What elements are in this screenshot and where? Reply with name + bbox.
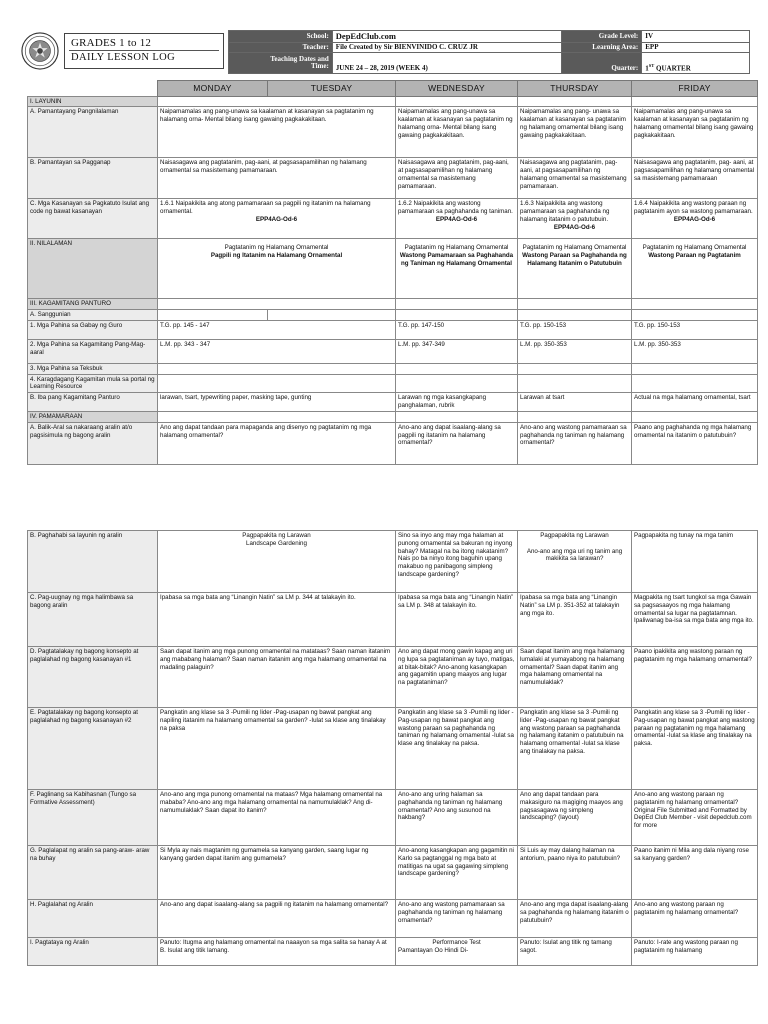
competency-thursday: 1.6.3 Naipakikita ang wastong pamamaraan sa paghahanda ng halamang itatanim o patutubuin. [520, 200, 610, 223]
cell-concept1-wednesday: Ano ang dapat mong gawin kapag ang uri ng lupa sa pagtataniman ay tuyo, matigas, at bitak-bitak? Ano-anong kasangkapan ang gagamitin upang maayos ang lugar na pagtataniman? [396, 647, 518, 708]
cell-application-wednesday: Ano-anong kasangkapan ang gagamitin ni Karlo sa pagtanggal ng mga bato at matitigas na ugat sa gagawing simpleng landscape gardening? [396, 846, 518, 900]
empty-cell [632, 412, 758, 423]
code-friday: EPP4AG-Od-6 [673, 215, 716, 223]
cell-a-friday: Naipamamalas ang pang-unawa sa kaalaman at kasanayan sa pagtatanim ng halamang ornamental bilang isang gawaing pagkakakitaan. [632, 107, 758, 158]
competency-wednesday: 1.6.2 Naipakikita ang wastong pamamaraan sa paghahanda ng taniman. [398, 200, 513, 216]
section-pamamaraan: IV. PAMAMARAAN [28, 412, 158, 423]
section-kagamitan-row [28, 299, 758, 310]
empty-cell [396, 96, 518, 107]
row-kabihasnan [28, 790, 758, 846]
cell-nilalaman-thursday [518, 239, 632, 299]
section-kagamitan: III. KAGAMITANG PANTURO [28, 299, 158, 310]
label-kagamitang-mag-aaral: 2. Mga Pahina sa Kagamitang Pang-Mag-aaral [28, 339, 158, 363]
topic-thursday: Pagtatanim ng Halamang Ornamental [522, 244, 627, 252]
cell-nilalaman-monday [158, 239, 396, 299]
dates-label-line1: Teaching Dates and [270, 54, 329, 63]
dates-label-line2: Time: [311, 62, 329, 71]
row-paglalapat [28, 846, 758, 900]
cell-concept1-thursday: Saan dapat itanim ang mga halamang lumalaki at yumayabong na halamang ornamental? Saan dapat itanim ang mga halamang ornamental na namumulaklak? [518, 647, 632, 708]
label-paghahabi: B. Paghahabi sa layunin ng aralin [28, 531, 158, 593]
cell-tg-wednesday: T.G. pp. 147-150 [396, 320, 518, 339]
cell-concept2-thursday: Pangkatin ang klase sa 3 -Pumili ng lider -Pag-usapan ng bawat pangkat ang wastong paraan sa paghahanda ng halamang itatanim o patutubuin na halamang ornamental -Iulat sa klase ang tinalakay na paksa. [518, 708, 632, 790]
info-table [228, 30, 750, 74]
empty-cell [518, 96, 632, 107]
empty-cell [518, 299, 632, 310]
row-learning-resource [28, 374, 758, 393]
day-friday: FRIDAY [632, 81, 758, 97]
label-iba-pang-kagamitan: B. Iba pang Kagamitang Panturo [28, 393, 158, 412]
dates-value: JUNE 24 – 28, 2019 (WEEK 4) [332, 53, 562, 74]
cell-mastery-friday: Ano-ano ang wastong paraan ng pagtatanim ng halamang ornamental? Original File Submitted and Formatted by DepEd Club Member - visit depedclub.com for more [632, 790, 758, 846]
row-konsepto-1 [28, 647, 758, 708]
empty-cell [518, 310, 632, 321]
competency-monday: 1.6.1 Naipakikita ang atong pamamaraan sa pagpili ng itatanim na halamang ornamental. [160, 200, 371, 216]
empty-cell [632, 374, 758, 393]
cell-concept1-monday: Saan dapat itanim ang mga punong ornamental na matataas? Saan naman itatanim ang mababang halaman? Saan naman itatanim ang mga halamang ornamental na madaling palaguin? [158, 647, 396, 708]
label-paglalahat: H. Paglalahat ng Aralin [28, 900, 158, 938]
row-teksbuk [28, 363, 758, 374]
empty-cell [632, 96, 758, 107]
cell-evaluation-monday: Panuto: Itugma ang halamang ornamental na naaayon sa mga salita sa hanay A at B. Isulat ang titik lamang. [158, 938, 396, 966]
page-two [0, 530, 768, 1024]
row-balik-aral [28, 422, 758, 464]
teacher-value: File Created by Sir BIENVINIDO C. CRUZ JR [332, 42, 562, 53]
purpose-monday-line1: Pagpapakita ng Larawan [242, 532, 311, 539]
quarter-value [642, 53, 750, 74]
cell-b-friday: Naisasagawa ang pagtatanim, pag- aani, at pagsasapamilihan ng halamang ornamental sa masistemang pamamaraan [632, 158, 758, 199]
cell-examples-thursday: Ipabasa sa mga bata ang “Linangin Natin” sa LM p. 351-352 at talakayin ang mga ito. [518, 593, 632, 647]
dates-label [229, 53, 333, 74]
cell-c-thursday [518, 199, 632, 239]
cell-purpose-thursday [518, 531, 632, 593]
label-pag-uugnay: C. Pag-uugnay ng mga halimbawa sa bagong aralin [28, 593, 158, 647]
cell-tg-monday: T.G. pp. 145 - 147 [158, 320, 396, 339]
empty-cell [158, 412, 396, 423]
row-sanggunian [28, 310, 758, 321]
cell-lm-wednesday: L.M. pp. 347-349 [396, 339, 518, 363]
topic-monday: Pagtatanim ng Halamang Ornamental [224, 244, 329, 252]
label-learning-resource: 4. Karagdagang Kagamitan mula sa portal ng Learning Resource [28, 374, 158, 393]
row-kagamitang-mag-aaral [28, 339, 758, 363]
purpose-monday-line2: Landscape Gardening [246, 539, 307, 547]
cell-c-monday [158, 199, 396, 239]
cell-tg-thursday: T.G. pp. 150-153 [518, 320, 632, 339]
grade-level-label: Grade Level: [562, 31, 642, 43]
cell-b-monday: Naisasagawa ang pagtatanim, pag-aani, at pagsasapamilihan ng halamang ornamental sa masistemang pamamaraan. [158, 158, 396, 199]
subtopic-thursday: Wastong Paraan sa Paghahanda ng Halamang Itatanim o Patutubuin [522, 252, 627, 267]
cell-c-wednesday [396, 199, 518, 239]
day-tuesday: TUESDAY [268, 81, 396, 97]
empty-cell [158, 374, 396, 393]
subtopic-monday: Pagpili ng Itatanim na Halamang Ornamental [210, 252, 343, 260]
cell-mastery-monday: Ano-ano ang mga punong ornamental na mataas? Mga halamang ornamental na mababa? Ano-ano ang mga halamang ornamental na namumulaklak? Ang di-namumulaklak? Saan dapat ito itanim? [158, 790, 396, 846]
section-layunin: I. LAYUNIN [28, 96, 158, 107]
cell-mastery-wednesday: Ano-ano ang uring halaman sa paghahanda ng taniman ng halamang ornamental? Ano ang susunod na hakbang? [396, 790, 518, 846]
cell-materials-monday: larawan, tsart, typewriting paper, masking tape, gunting [158, 393, 396, 412]
cell-mastery-thursday: Ano ang dapat tandaan para makasiguro na magiging maayos ang pagsasagawa ng simpleng landscaping? (layout) [518, 790, 632, 846]
cell-purpose-monday [158, 531, 396, 593]
cell-tg-friday: T.G. pp. 150-153 [632, 320, 758, 339]
row-pagtataya [28, 938, 758, 966]
cell-lm-monday: L.M. pp. 343 - 347 [158, 339, 396, 363]
empty-cell [158, 96, 396, 107]
label-pagtataya: I. Pagtataya ng Aralin [28, 938, 158, 966]
cell-application-monday: Si Myla ay nais magtanim ng gumamela sa kanyang garden, saang lugar ng kanyang garden dapat itanim ang gumamela? [158, 846, 396, 900]
label-kasanayan-sa-pagkatuto: C. Mga Kasanayan sa Pagkatuto Isulat ang code ng bawat kasanayan [28, 199, 158, 239]
cell-a-monday: Naipamamalas ang pang-unawa sa kaalaman at kasanayan sa pagtatanim ng halamang orna- Mental bilang isang gawaing pagkakakitaan. [158, 107, 396, 158]
cell-purpose-friday: Pagpapakita ng tunay na mga tanim [632, 531, 758, 593]
empty-cell [158, 363, 396, 374]
label-teksbuk: 3. Mga Pahina sa Teksbuk [28, 363, 158, 374]
cell-evaluation-friday: Panuto: I-rate ang wastong paraan ng pagtatanim ng halamang [632, 938, 758, 966]
day-monday: MONDAY [158, 81, 268, 97]
quarter-word: QUARTER [654, 64, 691, 73]
cell-c-friday [632, 199, 758, 239]
cell-b-thursday: Naisasagawa ang pagtatanim, pag-aani, at pagsasapamilihan ng halamang ornamental sa masistemang pamamaraan. [518, 158, 632, 199]
cell-evaluation-wednesday [396, 938, 518, 966]
label-konsepto-1: D. Pagtatalakay ng bagong konsepto at paglalahad ng bagong kasanayan #1 [28, 647, 158, 708]
empty-cell [632, 299, 758, 310]
cell-lm-friday: L.M. pp. 350-353 [632, 339, 758, 363]
learning-area-value: EPP [642, 42, 750, 53]
cell-materials-thursday: Larawan at tsart [518, 393, 632, 412]
label-pamantayang-pangnilalaman: A. Pamantayang Pangnilalaman [28, 107, 158, 158]
evaluation-wednesday-line2: Pamantayan Oo Hindi Di- [398, 946, 469, 954]
day-wednesday: WEDNESDAY [396, 81, 518, 97]
row-pag-uugnay [28, 593, 758, 647]
teacher-label: Teacher: [229, 42, 333, 53]
empty-cell [396, 412, 518, 423]
empty-cell [396, 363, 518, 374]
cell-application-friday: Paano itanim ni Mila ang dala niyang rose sa kanyang garden? [632, 846, 758, 900]
row-paglalahat [28, 900, 758, 938]
label-pamantayan-sa-pagganap: B. Pamantayan sa Pagganap [28, 158, 158, 199]
section-nilalaman: II. NILALAMAN [28, 239, 158, 299]
cell-review-monday: Ano ang dapat tandaan para mapaganda ang disenyo ng pagtatanim ng mga halamang ornamental? [158, 422, 396, 464]
cell-concept2-friday: Pangkatin ang klase sa 3 -Pumili ng lider -Pag-usapan ng bawat pangkat ang wastong paraan ng pagtatanim ng mga halamang ornamental -Iulat sa klase ang tinalakay na paksa. [632, 708, 758, 790]
competency-friday: 1.6.4 Naipakikita ang wastong paraan ng pagtatanim ayon sa wastong pamamaraan. [634, 200, 753, 216]
cell-generalization-monday: Ano-ano ang dapat isaalang-alang sa pagpili ng itatanim na halamang ornamental? [158, 900, 396, 938]
purpose-thursday-line2: Ano-ano ang mga uri ng tanim ang makikita sa larawan? [526, 547, 623, 563]
code-wednesday: EPP4AG-Od-6 [435, 215, 478, 223]
cell-generalization-friday: Ano-ano ang wastong paraan ng pagtatanim ng halamang ornamental? [632, 900, 758, 938]
empty-cell [396, 310, 518, 321]
cell-a-wednesday: Naipamamalas ang pang-unawa sa kaalaman at kasanayan sa pagtatanim ng halamang orna- Mental bilang isang gawaing pagkakakitaan. [396, 107, 518, 158]
empty-cell [396, 299, 518, 310]
title-daily-lesson-log: DAILY LESSON LOG [71, 52, 176, 63]
evaluation-wednesday-line1: Performance Test [432, 939, 481, 946]
cell-review-thursday: Ano-ano ang wastong pamamaraan sa paghahanda ng taniman ng halamang ornamental? [518, 422, 632, 464]
empty-cell [518, 374, 632, 393]
code-thursday: EPP4AG-Od-6 [553, 223, 596, 231]
cell-concept2-monday: Pangkatin ang klase sa 3 -Pumili ng lider -Pag-usapan ng bawat pangkat ang napiling itatanim na halamang ornamental sa garden? -Iulat sa klase ang tinalakay na paksa [158, 708, 396, 790]
section-layunin-row [28, 96, 758, 107]
cell-b-wednesday: Naisasagawa ang pagtatanim, pag-aani, at pagsasapamilihan ng halamang ornamental sa masistemang pamamaraan. [396, 158, 518, 199]
cell-examples-monday: Ipabasa sa mga bata ang “Linangin Natin” sa LM p. 344 at talakayin ito. [158, 593, 396, 647]
subtopic-friday: Wastong Paraan ng Pagtatanim [648, 252, 741, 260]
cell-nilalaman-wednesday [396, 239, 518, 299]
section-pamamaraan-row [28, 412, 758, 423]
cell-concept2-wednesday: Pangkatin ang klase sa 3 -Pumili ng lider -Pag-usapan ng bawat pangkat ang wastong paraan sa paghahanda ng taniman ng halamang ornamental -Iulat sa klase ang tinalakay na paksa. [396, 708, 518, 790]
cell-concept1-friday: Paano ipakikita ang wastong paraan ng pagtatanim ng mga halamang ornamental? [632, 647, 758, 708]
row-iba-pang-kagamitan [28, 393, 758, 412]
school-label: School: [229, 31, 333, 43]
day-thursday: THURSDAY [518, 81, 632, 97]
row-pamantayan-sa-pagganap [28, 158, 758, 199]
cell-examples-wednesday: Ipabasa sa mga bata ang “Linangin Natin” sa LM p. 348 at talakayin ito. [396, 593, 518, 647]
label-kabihasnan: F. Paglinang sa Kabihasnan (Tungo sa Formative Assessment) [28, 790, 158, 846]
cell-generalization-wednesday: Ano-ano ang wastong pamamaraan sa paghahanda ng taniman ng halamang ornamental? [396, 900, 518, 938]
label-paglalapat: G. Paglalapat ng aralin sa pang-araw- araw na buhay [28, 846, 158, 900]
deped-seal-icon [21, 32, 59, 70]
cell-materials-friday: Actual na mga halamang ornamental, tsart [632, 393, 758, 412]
empty-cell [158, 299, 396, 310]
page-one [0, 0, 768, 470]
cell-materials-wednesday: Larawan ng mga kasangkapang panghalaman, rubrik [396, 393, 518, 412]
row-pamantayang-pangnilalaman [28, 107, 758, 158]
topic-wednesday: Pagtatanim ng Halamang Ornamental [404, 244, 509, 252]
lesson-table-page-two [27, 530, 758, 966]
topic-friday: Pagtatanim ng Halamang Ornamental [642, 244, 747, 252]
label-sanggunian: A. Sanggunian [28, 310, 158, 321]
quarter-number: 1 [645, 64, 649, 73]
label-gabay-ng-guro: 1. Mga Pahina sa Gabay ng Guro [28, 320, 158, 339]
quarter-label: Quarter: [562, 53, 642, 74]
row-kasanayan-sa-pagkatuto [28, 199, 758, 239]
label-balik-aral: A. Balik-Aral sa nakaraang aralin at/o pagsisimula ng bagong aralin [28, 422, 158, 464]
quarter-ordinal: ST [648, 63, 655, 69]
cell-purpose-wednesday: Sino sa inyo ang may mga halaman at punong ornamental sa bakuran ng inyong bahay? Matagal na ba itong nakatanim? Nais po ba ninyo itong baguhin upang makabuo ng panibagong simpleng landscape gardening? [396, 531, 518, 593]
row-nilalaman [28, 239, 758, 299]
cell-review-wednesday: Ano-ano ang dapat isaalang-alang sa pagpili ng itatanim na halamang ornamental? [396, 422, 518, 464]
row-gabay-ng-guro [28, 320, 758, 339]
grade-level-value: IV [642, 31, 750, 43]
day-header-row [28, 81, 758, 97]
subtopic-wednesday: Wastong Pamamaraan sa Paghahanda ng Taniman ng Halamang Ornamental [399, 252, 514, 267]
cell-review-friday: Paano ang paghahanda ng mga halamang ornamental na itatanim o patutubuin? [632, 422, 758, 464]
school-value: DepEdClub.com [332, 31, 562, 43]
cell-generalization-thursday: Ano-ano ang mga dapat isaalang-alang sa paghahanda ng halamang itatanim o patutubuin? [518, 900, 632, 938]
cell-evaluation-thursday: Panuto: Isulat ang titik ng tamang sagot. [518, 938, 632, 966]
grades-title-box [64, 33, 224, 69]
empty-cell [632, 310, 758, 321]
title-grades: GRADES 1 to 12 [71, 37, 152, 49]
corner-cell [28, 81, 158, 97]
learning-area-label: Learning Area: [562, 42, 642, 53]
empty-cell [268, 310, 396, 321]
purpose-thursday-line1: Pagpapakita ng Larawan [540, 532, 609, 539]
empty-cell [158, 310, 268, 321]
cell-application-thursday: Si Luis ay may dalang halaman na antorium, paano niya ito patutubuin? [518, 846, 632, 900]
label-konsepto-2: E. Pagtatalakay ng bagong konsepto at paglalahad ng bagong kasanayan #2 [28, 708, 158, 790]
cell-nilalaman-friday [632, 239, 758, 299]
cell-a-thursday: Naipamamalas ang pang- unawa sa kaalaman at kasanayan sa pagtatanim ng halamang ornamental bilang isang gawaing pagkakakitaan. [518, 107, 632, 158]
row-konsepto-2 [28, 708, 758, 790]
empty-cell [518, 412, 632, 423]
lesson-table-page-one [27, 80, 758, 465]
empty-cell [632, 363, 758, 374]
code-monday: EPP4AG-Od-6 [255, 215, 298, 223]
empty-cell [396, 374, 518, 393]
cell-examples-friday: Magpakita ng tsart tungkol sa mga Gawain sa pagsasaayos ng mga halamang ornamental sa lugar na pagtatamnan. Ipaliwanag ba-isa sa mga bata ang mga ito. [632, 593, 758, 647]
empty-cell [518, 363, 632, 374]
lesson-log-header [18, 30, 750, 72]
row-paghahabi [28, 531, 758, 593]
cell-lm-thursday: L.M. pp. 350-353 [518, 339, 632, 363]
